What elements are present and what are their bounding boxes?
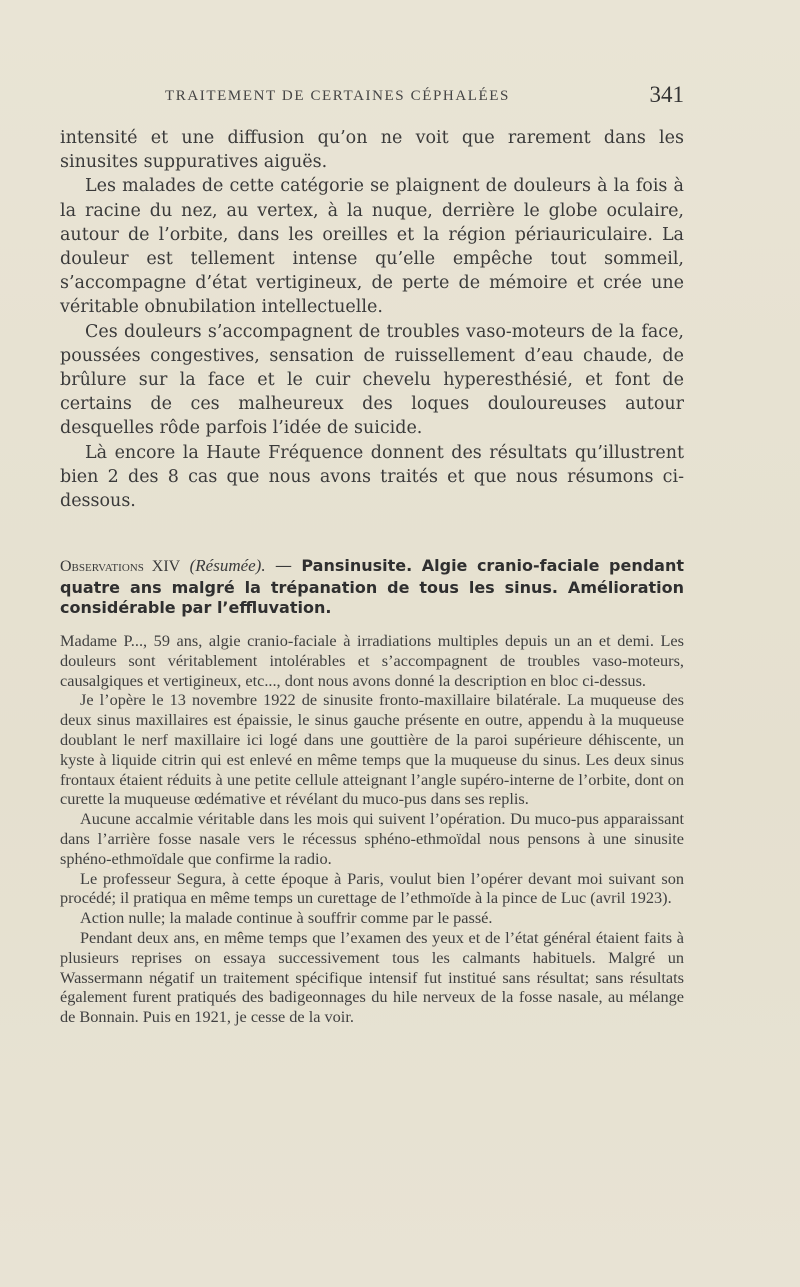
observation-paragraph: Aucune accalmie véritable dans les mois qui suivent l’opération. Du muco-pus apparaissant dans l’arrière fosse nasale vers le récessus sphéno-ethmoïdal nous pensons à une sinusite sphéno-ethmoïdale que confirme la radio. bbox=[60, 809, 684, 868]
observation-text bbox=[60, 631, 684, 1027]
observation-paragraph: Action nulle; la malade continue à souffrir comme par le passé. bbox=[80, 908, 493, 928]
observation-paragraph: Madame P..., 59 ans, algie cranio-faciale à irradiations multiples depuis un an et demi. Les douleurs sont véritablement intolérables et s’accompagnent de troubles vaso-moteurs, causalgiques et vertigineux, etc..., dont nous avons donné la description en bloc ci-dessus. bbox=[60, 631, 684, 690]
observation-paragraph: Je l’opère le 13 novembre 1922 de sinusite fronto-maxillaire bilatérale. La muqueuse des deux sinus maxillaires est épaissie, le sinus gauche présente en outre, appendu à la muqueuse doublant le nerf maxillaire ici logé dans une gouttière de la paroi supérieure déhiscente, un kyste à liquide citrin qui est enlevé en même temps que la muqueuse du sinus. Les deux sinus frontaux étaient réduits à une petite cellule atteignant l’angle supéro-interne de l’orbite, dont on curette la muqueuse œdémative et révélant du muco-pus dans ses replis. bbox=[60, 690, 684, 809]
observation-paragraph: Le professeur Segura, à cette époque à Paris, voulut bien l’opérer devant moi suivant son procédé; il pratiqua en même temps un curettage de l’ethmoïde à la pince de Luc (avril 1923). bbox=[60, 868, 684, 908]
observation-heading: Pansinusite. Algie cranio-faciale pendant quatre ans malgré la trépanation de tous les sinus. Amélioration considérable par l’effluvation. bbox=[60, 556, 685, 617]
paragraph-2: Les malades de cette catégorie se plaignent de douleurs à la fois à la racine du nez, au vertex, à la nuque, derrière le globe oculaire, autour de l’orbite, dans les oreilles et la région périauriculaire. La douleur est tellement intense qu’elle empêche tout sommeil, s’accompagne d’état vertigineux, de perte de mémoire et crée une véritable obnubilation intellectuelle. bbox=[60, 176, 684, 318]
running-title: TRAITEMENT DE CERTAINES CÉPHALÉES bbox=[165, 88, 510, 104]
paragraph-1: intensité et une diffusion qu’on ne voit que rarement dans les sinusites suppuratives aiguës. bbox=[60, 128, 684, 173]
observation-label: Observations XIV bbox=[60, 558, 181, 575]
body-text bbox=[60, 126, 684, 513]
observation-paragraph: Pendant deux ans, en même temps que l’examen des yeux et de l’état général étaient faits à plusieurs reprises on essaya successivement tous les calmants habituels. Malgré un Wassermann négatif un traitement spécifique intensif fut institué sans résultat; sans résultats également furent pratiqués des badigeonnages du hile nerveux de la fosse nasale, au mélange de Bonnain. Puis en 1921, je cesse de la voir. bbox=[60, 927, 684, 1027]
paragraph-3: Ces douleurs s’accompagnent de troubles vaso-moteurs de la face, poussées congestives, sensation de ruissellement d’eau chaude, de brûlure sur la face et le cuir chevelu hyperesthésié, et font de certains de ces malheureux des loques douloureuses autour desquelles rôde parfois l’idée de suicide. bbox=[60, 321, 684, 439]
observation-dash: — bbox=[265, 556, 302, 576]
page-header bbox=[60, 84, 684, 110]
paragraph-4: Là encore la Haute Fréquence donnent des résultats qu’illustrent bien 2 des 8 cas que nous avons traités et que nous résumons ci-dessous. bbox=[60, 442, 684, 512]
observation-resume: (Résumée). bbox=[189, 556, 266, 575]
page-number: 341 bbox=[649, 82, 684, 107]
observation-title bbox=[60, 556, 684, 619]
